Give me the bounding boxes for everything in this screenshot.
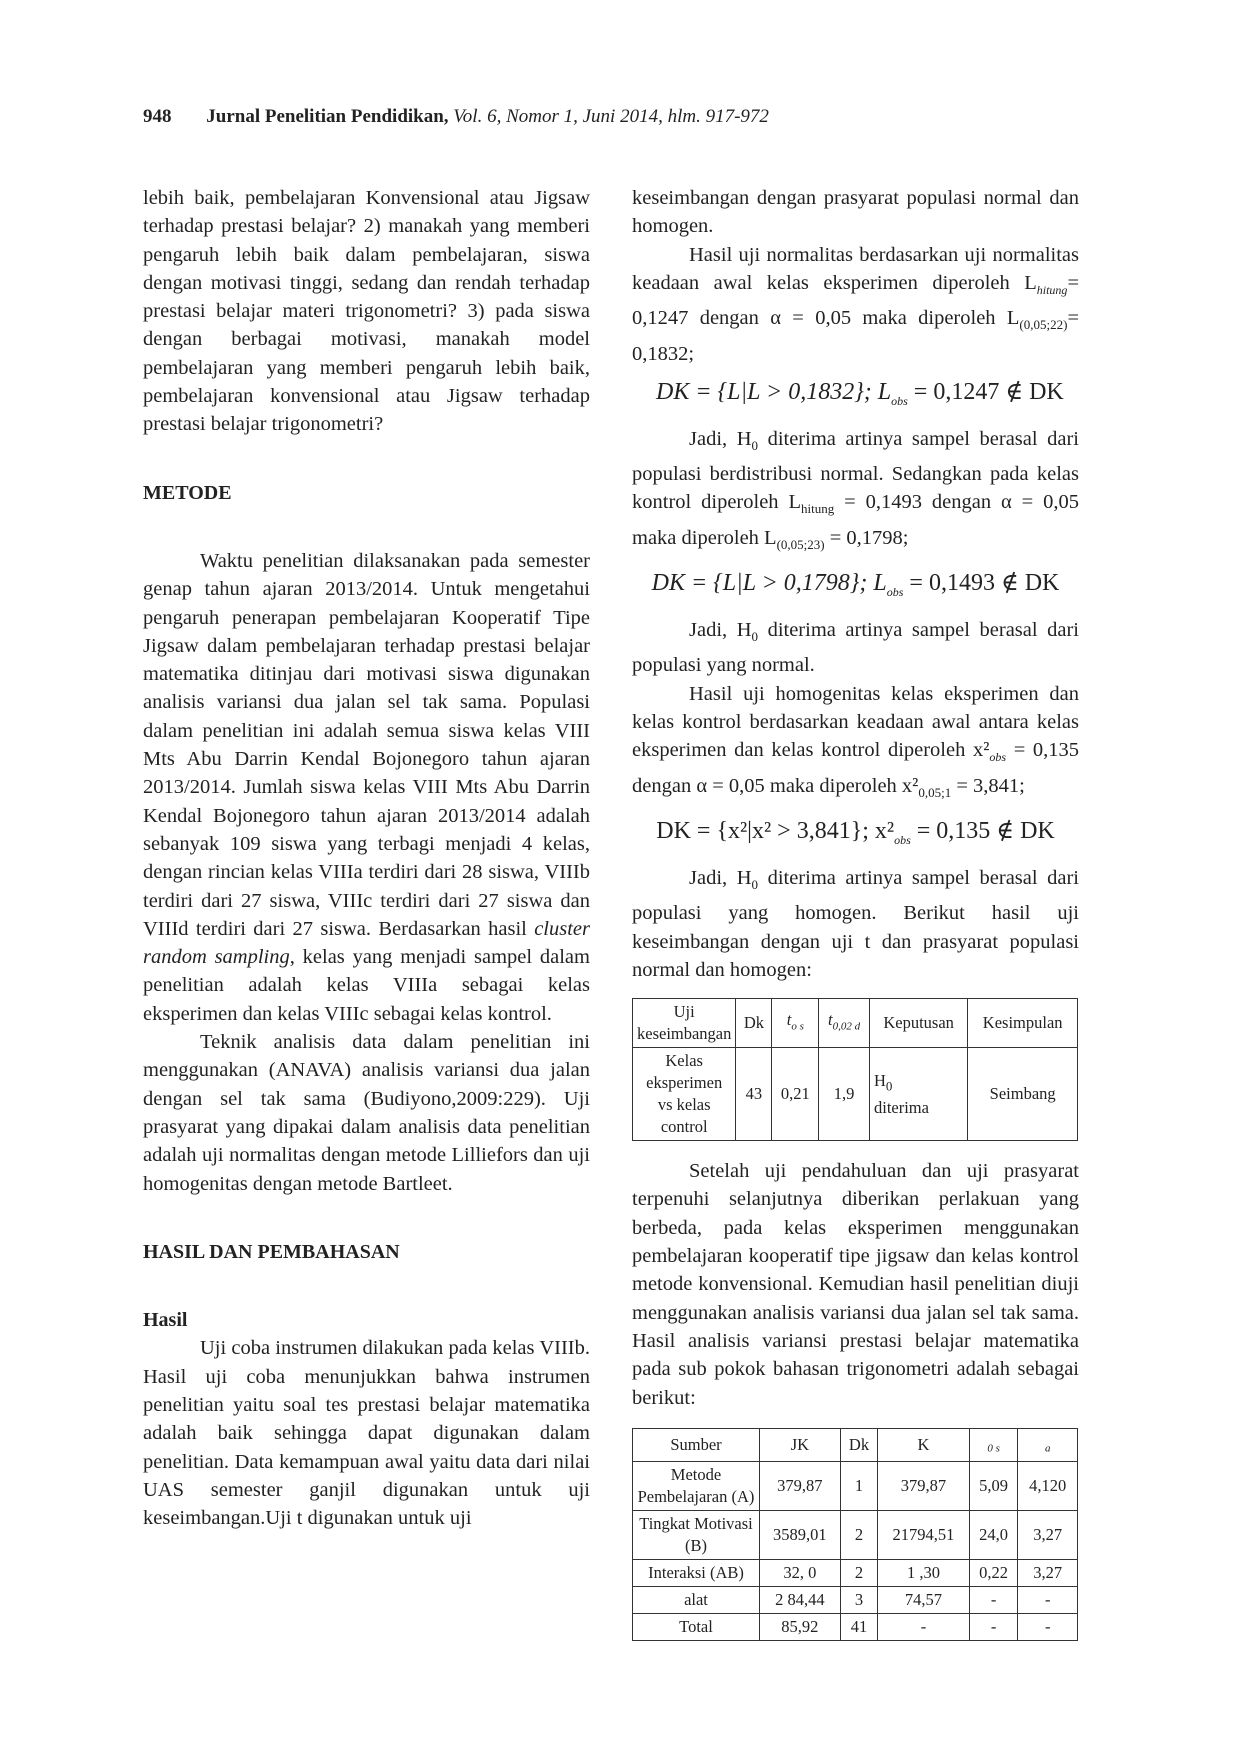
table-cell: 4,120 [1018,1462,1078,1511]
table-row [633,1048,1078,1141]
table-cell: 3,27 [1018,1511,1078,1560]
table-header-cell: Keputusan [869,999,967,1048]
table-cell: 43 [736,1048,772,1141]
formula-dk-3: DK = {x²|x² > 3,841}; $x^2_{obs} = 0,135$ ∉ DK [656,818,1055,847]
running-header [143,106,769,128]
table-cell: 1 [840,1462,878,1511]
metode-paragraph-1: Waktu penelitian dilaksanakan pada semester genap tahun ajaran 2013/2014. Untuk mengetahui pengaruh penerapan pembelajaran Kooperatif Tipe Jigsaw dalam pembelajaran terhadap prestasi belajar matematika ditinjau dari motivasi siswa digunakan analisis variansi dua jalan sel tak sama. Populasi dalam penelitian ini adalah semua siswa kelas VIII Mts Abu Darrin Kendal Bojonegoro tahun ajaran 2013/2014. Jumlah siswa kelas VIII Mts Abu Darrin Kendal Bojonegoro tahun ajaran 2013/2014 adalah sebanyak 109 siswa yang terbagi menjadi 4 kelas, dengan rincian kelas VIIIa terdiri dari 28 siswa, VIIIb terdiri dari 27 siswa, VIIIc terdiri dari 27 siswa dan VIIId terdiri dari 27 siswa. Berdasarkan hasil cluster random sampling, kelas yang menjadi sampel dalam penelitian adalah kelas VIIIa sebagai kelas eksperimen dan kelas VIIIc sebagai kelas kontrol. [143,549,590,1025]
table-cell: 2 [840,1560,878,1587]
uji-keseimbangan-table [632,998,1078,1141]
table-cell: 85,92 [760,1614,841,1641]
intro-paragraph: lebih baik, pembelajaran Konvensional atau Jigsaw terhadap prestasi belajar? 2) manakah yang memberi pengaruh lebih baik dalam pembelajaran, siswa dengan motivasi tinggi, sedang dan rendah terhadap prestasi belajar materi trigonometri? 3) pada siswa dengan berbagai motivasi, manakah model pembelajaran yang memberi pengaruh lebih baik, pembelajaran konvensional atau Jigsaw terhadap prestasi belajar trigonometri? [143,187,590,436]
table-cell: 2 84,44 [760,1587,841,1614]
table-row [633,1560,1078,1587]
table-cell: 32, 0 [760,1560,841,1587]
table-header-cell: Kesimpulan [968,999,1078,1048]
table-cell: 379,87 [760,1462,841,1511]
table-cell: Total [633,1614,760,1641]
table-cell: 3 [840,1587,878,1614]
normalitas-paragraph-2: Jadi, $H_0$ diterima artinya sampel berasal dari populasi berdistribusi normal. Sedangkan pada kelas kontrol diperoleh $L_{hitung} = 0,1493$ dengan α = 0,05 maka diperoleh $L_{(0,05;23)} = 0,1798$; [632,427,1080,552]
table-cell: Kelas eksperimen vs kelas control [633,1048,736,1141]
section-heading-hasil-pembahasan: HASIL DAN PEMBAHASAN [143,1240,400,1263]
anava-table [632,1428,1078,1641]
table-header-cell: $t_{0,02 d}$ [819,999,870,1048]
subsection-heading-hasil: Hasil [143,1309,188,1332]
formula-dk-1: DK = {L|L > 0,1832}; $L_{obs} = 0,1247$ ∉ DK [656,378,1064,408]
table-cell: - [878,1614,969,1641]
table-cell: Metode Pembelajaran (A) [633,1462,760,1511]
table-cell: 2 [840,1511,878,1560]
page-number: 948 [143,106,172,127]
table-header-row [633,1428,1078,1461]
table-cell: $H_0$ diterima [869,1048,967,1141]
table-cell: Tingkat Motivasi (B) [633,1511,760,1560]
table-header-cell: K [878,1428,969,1461]
table-cell: 41 [840,1614,878,1641]
table-header-cell: Dk [736,999,772,1048]
table-cell: 21794,51 [878,1511,969,1560]
table-cell: 1,9 [819,1048,870,1141]
table-cell: 3589,01 [760,1511,841,1560]
table-row [633,1614,1078,1641]
table-row [633,1587,1078,1614]
table-header-cell: Dk [840,1428,878,1461]
table-header-cell: Uji keseimbangan [633,999,736,1048]
table-row [633,1511,1078,1560]
table-header-cell: JK [760,1428,841,1461]
right-paragraph-1: keseimbangan dengan prasyarat populasi normal dan homogen. [632,187,1079,238]
normalitas-conclusion: Jadi, $H_0$ diterima artinya sampel berasal dari populasi yang normal. [632,619,1079,677]
metode-paragraph-2: Teknik analisis data dalam penelitian ini menggunakan (ANAVA) analisis variansi dua jalan dengan sel tak sama (Budiyono,2009:229). Uji prasyarat yang dipakai dalam analisis data penelitian adalah uji normalitas dengan metode Lilliefors dan uji homogenitas dengan metode Bartleet. [143,1031,590,1195]
left-column [143,184,590,1532]
journal-name: Jurnal Penelitian Pendidikan, [206,106,449,127]
table-cell: - [969,1587,1018,1614]
homogenitas-conclusion: Jadi, $H_0$ diterima artinya sampel berasal dari populasi yang homogen. Berikut hasil uji keseimbangan dengan uji t dan prasyarat populasi normal dan homogen: [632,866,1079,981]
table-cell: 0,21 [772,1048,819,1141]
table-header-cell: a [1018,1428,1078,1461]
journal-info: Vol. 6, Nomor 1, Juni 2014, hlm. 917-972 [453,106,769,127]
section-heading-metode: METODE [143,481,232,504]
normalitas-paragraph: Hasil uji normalitas berdasarkan uji normalitas keadaan awal kelas eksperimen diperoleh $L_{hitung}= 0,1247$ dengan α = 0,05 maka diperoleh $L_{(0,05;22)}= 0,1832$; [632,243,1079,365]
table-cell: 379,87 [878,1462,969,1511]
table-cell: 5,09 [969,1462,1018,1511]
table-cell: - [969,1614,1018,1641]
formula-dk-2: DK = {L|L > 0,1798}; $L_{obs} = 0,1493$ ∉ DK [651,570,1060,600]
table-cell: Seimbang [968,1048,1078,1141]
hasil-paragraph: Uji coba instrumen dilakukan pada kelas VIIIb. Hasil uji coba menunjukkan bahwa instrumen penelitian yaitu soal tes prestasi belajar matematika adalah baik sehingga dapat digunakan dalam penelitian. Data kemampuan awal yaitu data dari nilai UAS semester ganjil digunakan untuk uji keseimbangan.Uji t digunakan untuk uji [143,1337,590,1530]
table-cell: - [1018,1614,1078,1641]
table-cell: 1 ,30 [878,1560,969,1587]
table-cell: 74,57 [878,1587,969,1614]
homogenitas-paragraph: Hasil uji homogenitas kelas eksperimen dan kelas kontrol berdasarkan keadaan awal antara kelas eksperimen dan kelas kontrol diperoleh $x^2_{obs} = 0,135$ dengan α = 0,05 maka diperoleh $x^2_{0,05;1} = 3,841$; [632,682,1080,800]
table-header-cell: 0 s [969,1428,1018,1461]
table-cell: alat [633,1587,760,1614]
table-row [633,1462,1078,1511]
table-cell: - [1018,1587,1078,1614]
table-cell: 0,22 [969,1560,1018,1587]
table-header-row [633,999,1078,1048]
right-column [632,184,1079,1641]
emphasis-cluster-sampling: cluster random sampling [143,917,590,969]
anava-intro-paragraph: Setelah uji pendahuluan dan uji prasyarat terpenuhi selanjutnya diberikan perlakuan yang berbeda, pada kelas eksperimen menggunakan pembelajaran kooperatif tipe jigsaw dan kelas kontrol metode konvensional. Kemudian hasil penelitian diuji menggunakan analisis variansi dua jalan sel tak sama. Hasil analisis variansi prestasi belajar matematika pada sub pokok bahasan trigonometri adalah sebagai berikut: [632,1160,1079,1409]
table-header-cell: $t_{o s}$ [772,999,819,1048]
table-cell: 3,27 [1018,1560,1078,1587]
table-cell: 24,0 [969,1511,1018,1560]
table-header-cell: Sumber [633,1428,760,1461]
table-cell: Interaksi (AB) [633,1560,760,1587]
